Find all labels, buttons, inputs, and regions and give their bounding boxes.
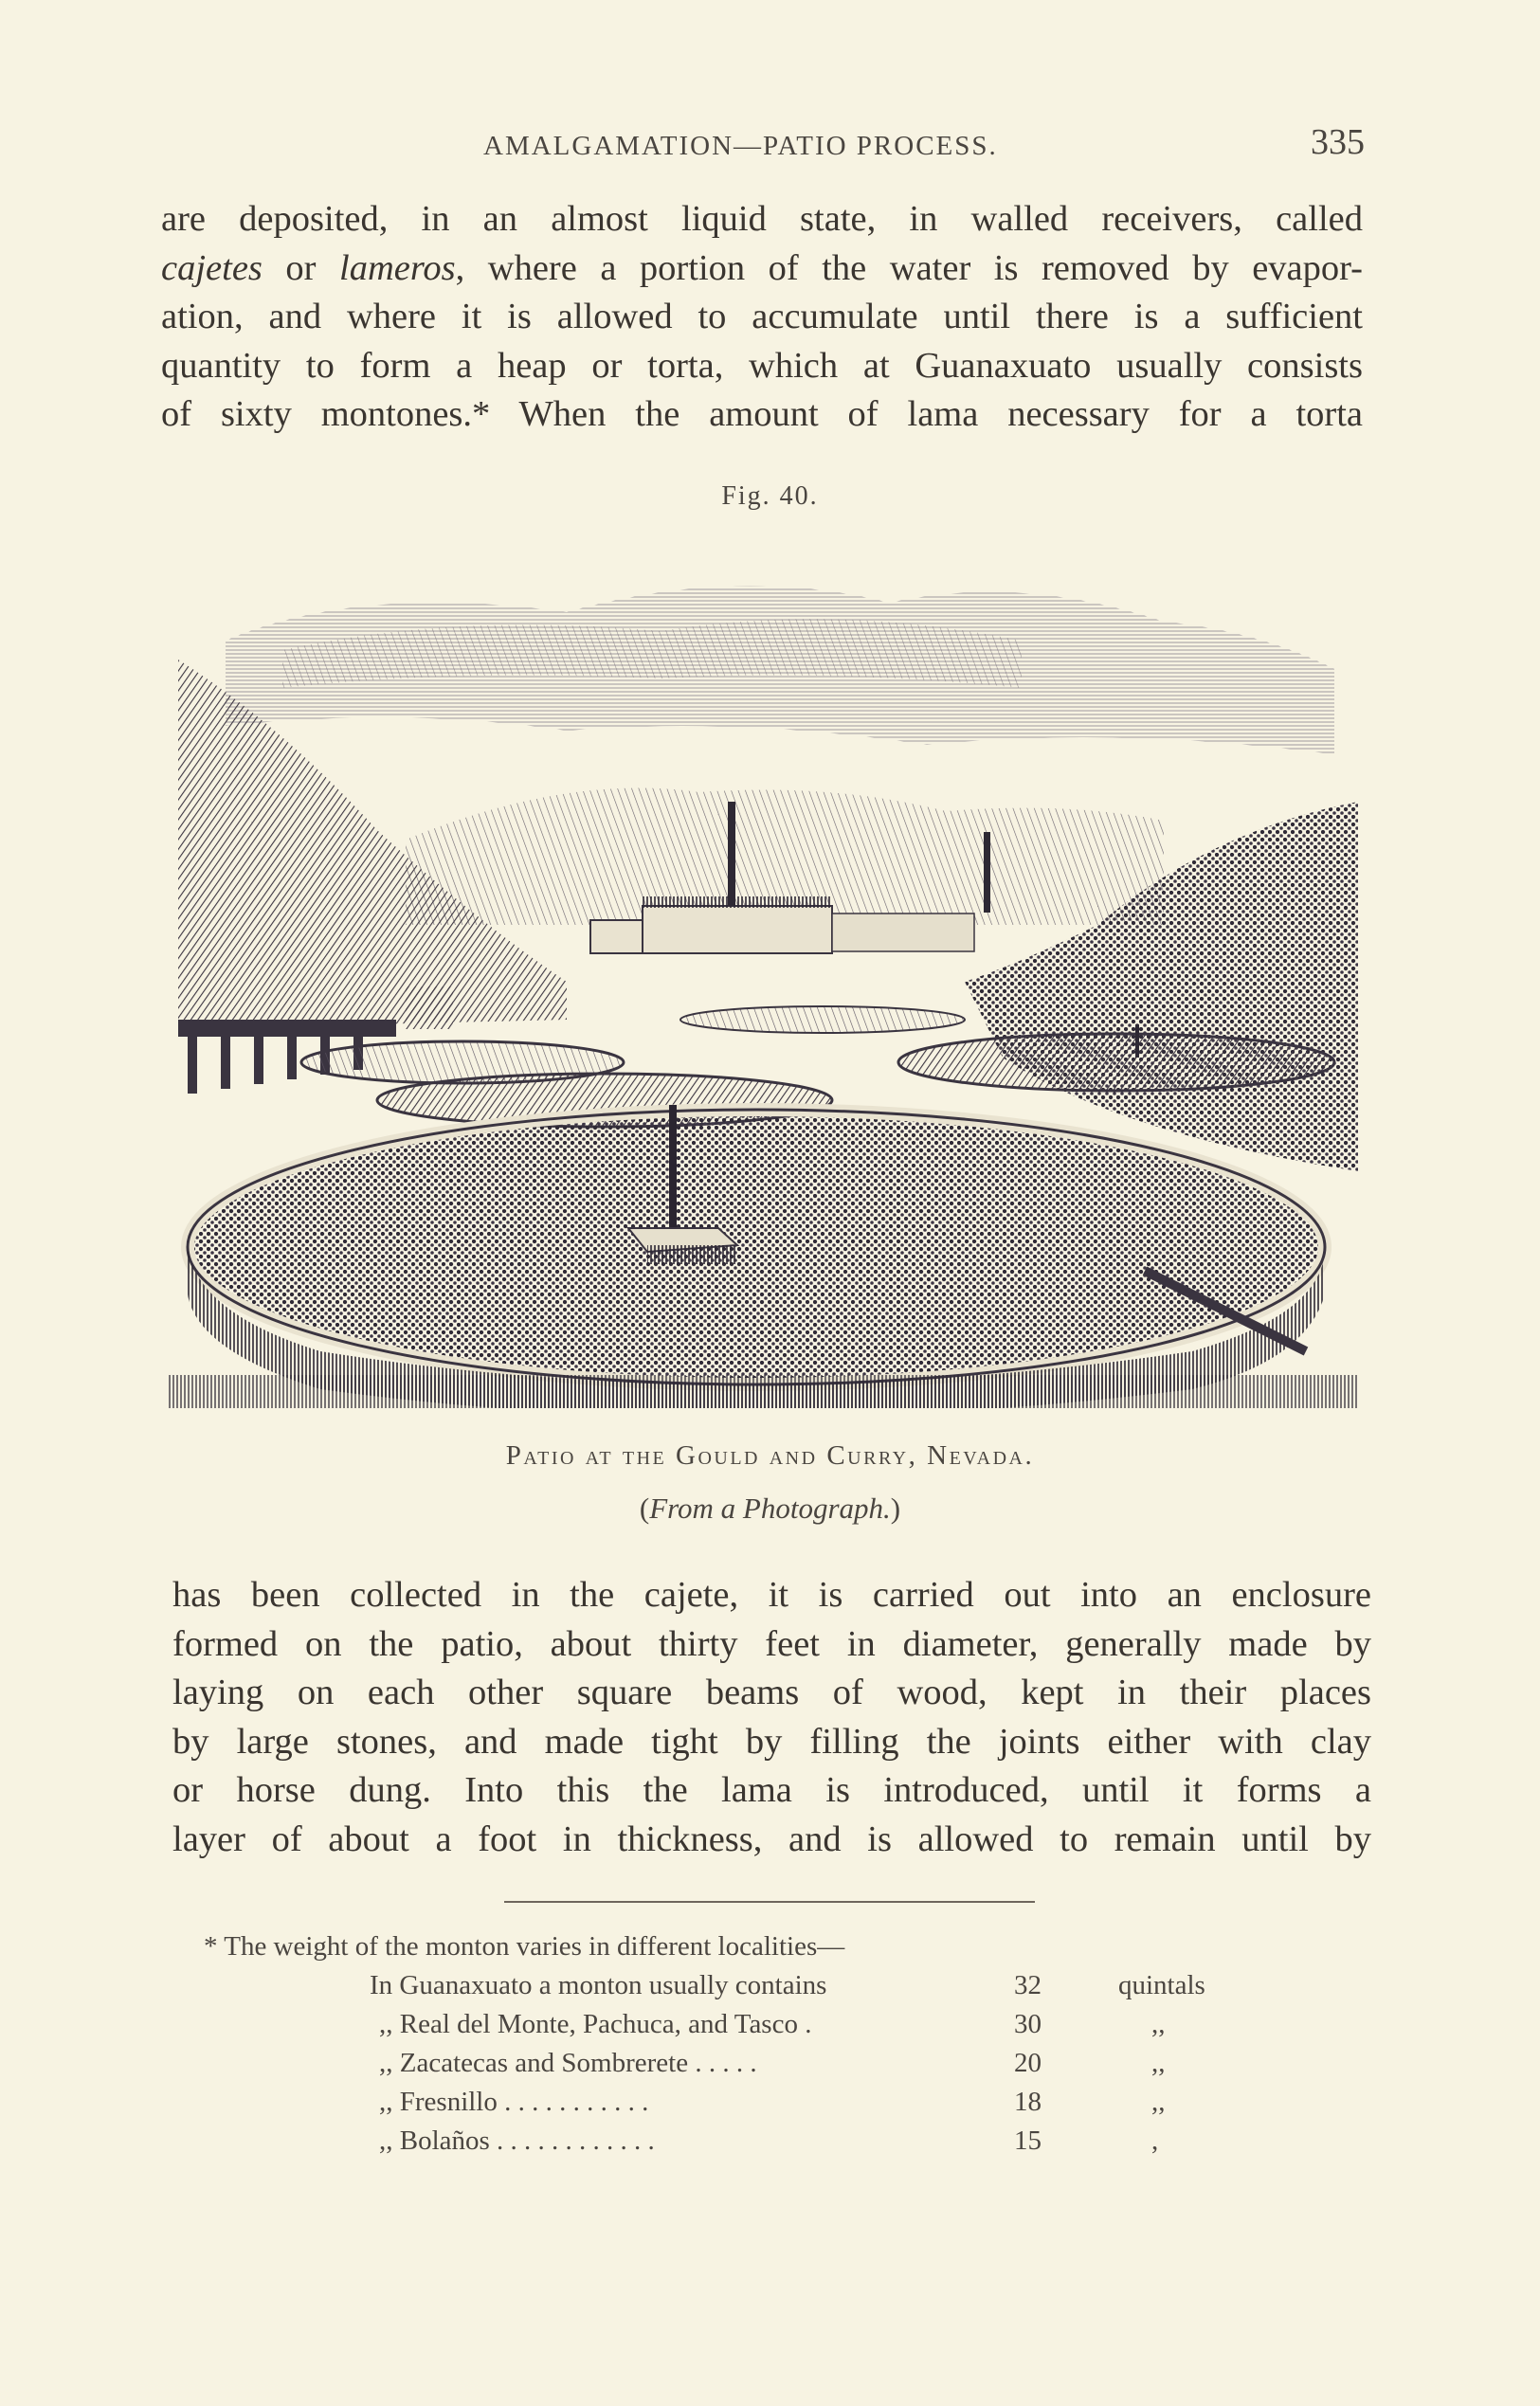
footnote-table-row <box>204 2122 1246 2161</box>
text-line: by large stones, and made tight by filling the joints either with clay <box>172 1721 1371 1762</box>
text-line: laying on each other square beams of wood, kept in their places <box>172 1673 1371 1712</box>
footnote-value: 30 <box>1014 2009 1042 2039</box>
figure-source: (From a Photograph.) <box>639 1492 901 1525</box>
footnote-unit: ,, <box>1151 2009 1166 2039</box>
text-line: of sixty montones.* When the amount of lama necessary for a torta <box>161 394 1363 434</box>
foreground-rubble <box>169 1375 1358 1408</box>
text-line: formed on the patio, about thirty feet in diameter, generally made by <box>172 1623 1371 1664</box>
footnote-place: ,, Zacatecas and Sombrerete . . . . . <box>379 2048 757 2078</box>
paragraph-lower <box>172 1571 1371 1864</box>
text-line: quantity to form a heap or torta, which at Guanaxuato usually consists <box>161 345 1363 386</box>
footnote-value: 32 <box>1014 1970 1042 2000</box>
figure-caption: Patio at the Gould and Curry, Nevada. <box>505 1440 1035 1471</box>
footnote-table-row <box>204 2044 1246 2083</box>
footnote-rule <box>504 1901 1035 1903</box>
text-line: cajetes or lameros, where a portion of the water is removed by evapor- <box>161 247 1364 288</box>
footnote-place: ,, Bolaños . . . . . . . . . . . . <box>379 2126 655 2156</box>
engraving-illustration <box>169 565 1358 1408</box>
main-patio <box>188 1105 1325 1408</box>
footnote-intro: * The weight of the monton varies in different localities— <box>204 1931 845 1962</box>
footnote-unit: , <box>1151 2126 1159 2156</box>
text-line: or horse dung. Into this the lama is introduced, until it forms a <box>172 1770 1371 1810</box>
footnote-place: ,, Fresnillo . . . . . . . . . . . <box>379 2087 649 2117</box>
text-line: layer of about a foot in thickness, and is allowed to remain until by <box>172 1818 1371 1859</box>
footnote-value: 15 <box>1014 2126 1042 2156</box>
footnote-value: 20 <box>1014 2048 1042 2078</box>
footnote <box>204 1927 1246 2161</box>
paragraph-upper <box>161 195 1363 440</box>
figure-label: Fig. 40. <box>721 481 819 511</box>
page-number: 335 <box>1311 122 1365 162</box>
footnote-value: 18 <box>1014 2087 1042 2117</box>
footnote-unit: ,, <box>1151 2087 1166 2117</box>
footnote-unit: quintals <box>1118 1970 1205 2000</box>
running-head: AMALGAMATION—PATIO PROCESS. <box>483 131 998 161</box>
text-line: has been collected in the cajete, it is carried out into an enclosure <box>172 1575 1371 1615</box>
footnote-place: In Guanaxuato a monton usually contains <box>370 1970 827 2000</box>
text-line: ation, and where it is allowed to accumulate until there is a sufficient <box>161 297 1363 336</box>
page-header <box>161 121 1365 178</box>
footnote-table-row <box>204 2005 1246 2044</box>
text-line: are deposited, in an almost liquid state, in walled receivers, called <box>161 199 1363 239</box>
footnote-place: ,, Real del Monte, Pachuca, and Tasco . <box>379 2009 812 2039</box>
footnote-table-row <box>204 2083 1246 2122</box>
sky-clouds <box>226 586 1334 754</box>
footnote-unit: ,, <box>1151 2048 1166 2078</box>
footnote-table-row <box>204 1966 1246 2005</box>
